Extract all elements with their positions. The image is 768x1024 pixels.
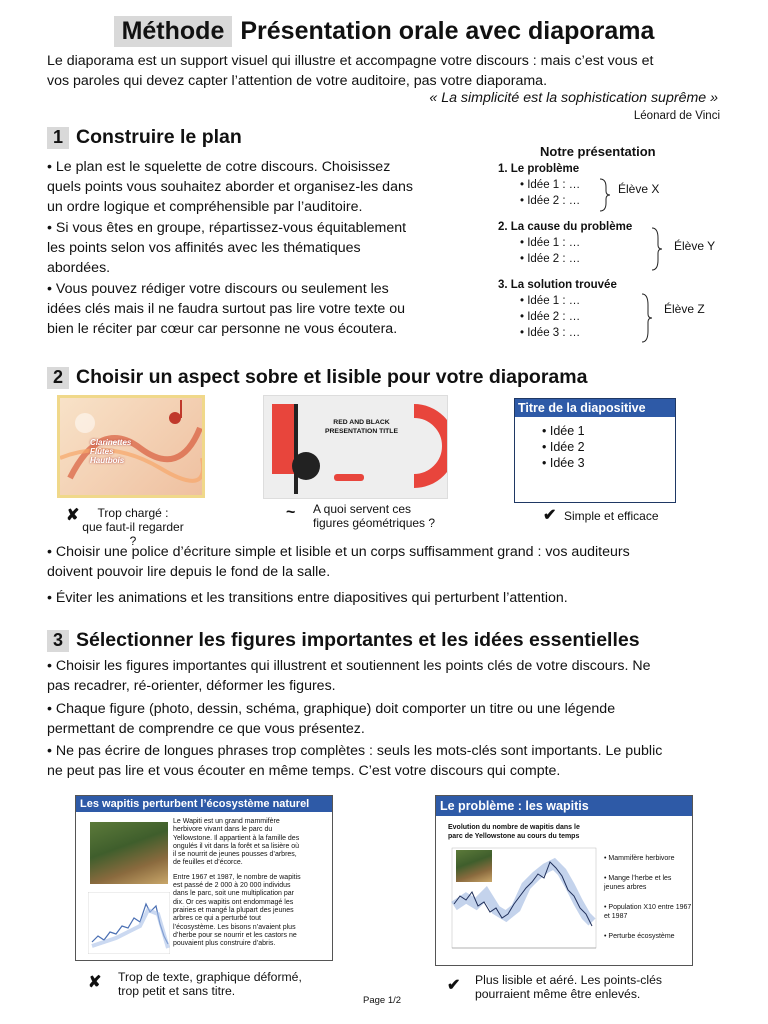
- good-slide-example: [435, 795, 693, 966]
- plan-item: • Idée 1 : …: [520, 295, 581, 307]
- section-1-paragraph-1: • Le plan est le squelette de cotre discours. Choisissez quels points vous souhaitez aborder et organisez-les dans un ordre logique et compréhensible par l’auditoire.: [47, 159, 413, 215]
- squeezed-graph-icon: [88, 892, 170, 954]
- slideB-bullet: • Mange l’herbe et les jeunes arbres: [604, 875, 672, 891]
- section-3-heading: [47, 629, 640, 652]
- check-icon: ✔: [543, 507, 557, 524]
- cross-icon: ✘: [88, 974, 102, 991]
- caption-simple: Simple et efficace: [564, 509, 659, 523]
- plan-student: Élève Z: [664, 302, 705, 316]
- caption-geometric: A quoi servent ces figures géométriques ?: [313, 502, 436, 530]
- plan-item: • Idée 2 : …: [520, 253, 581, 265]
- slideB-bullet: • Perturbe écosystème: [604, 933, 675, 940]
- section-2-paragraph-2: • Éviter les animations et les transitions entre diapositives qui perturbent l’attention.: [47, 590, 568, 606]
- plan-student: Élève X: [618, 182, 660, 196]
- section-number: 1: [47, 127, 69, 149]
- section-title: Sélectionner les figures importantes et les idées essentielles: [76, 629, 640, 651]
- thumb3-title: Titre de la diapositive: [515, 399, 675, 417]
- thumb2-line: PRESENTATION TITLE: [324, 428, 398, 435]
- slideB-title: Le problème : les wapitis: [436, 796, 692, 816]
- plan-item: • Idée 1 : …: [520, 179, 581, 191]
- quote: « La simplicité est la sophistication suprême »: [429, 90, 718, 106]
- geometric-shapes-icon: [264, 396, 448, 499]
- section-1-heading: [47, 126, 242, 149]
- caption-overloaded: Trop chargé : que faut-il regarder ?: [82, 506, 184, 548]
- plan-heading-3: 3. La solution trouvée: [498, 279, 617, 291]
- cross-icon: ✘: [66, 507, 80, 524]
- caption-good-slide: Plus lisible et aéré. Les points-clés pourraient même être enlevés.: [475, 973, 662, 1001]
- section-2-paragraph-1: • Choisir une police d’écriture simple et lisible et un corps suffisamment grand : vos auditeurs doivent pouvoir lire depuis le fond de la salle.: [47, 544, 630, 580]
- caption-bad-slide: Trop de texte, graphique déformé, trop petit et sans titre.: [118, 970, 302, 998]
- section-3-paragraph-1: • Choisir les figures importantes qui illustrent et soutiennent les points clés de votre discours. Ne pas recadrer, ré-orienter, déformer les figures.: [47, 658, 651, 694]
- section-3-paragraph-2: • Chaque figure (photo, dessin, schéma, graphique) doit comporter un titre ou une légende permettant de comprendre ce que vous présentez.: [47, 701, 616, 737]
- section-title: Construire le plan: [76, 126, 242, 148]
- plan-item: • Idée 3 : …: [520, 327, 581, 339]
- page-title: [0, 16, 768, 47]
- plan-item: • Idée 2 : …: [520, 195, 581, 207]
- section-title: Choisir un aspect sobre et lisible pour votre diaporama: [76, 366, 588, 388]
- thumb1-line: Clarinettes: [90, 438, 132, 447]
- intro-line: Le diaporama est un support visuel qui illustre et accompagne votre discours : mais c’est vous et: [47, 53, 654, 69]
- brace-icon: [640, 292, 654, 344]
- plan-heading-2: 2. La cause du problème: [498, 221, 633, 233]
- bad-slide-example: [75, 795, 333, 961]
- elk-photo: [90, 822, 168, 884]
- section-3-paragraph-3: • Ne pas écrire de longues phrases trop complètes : seuls les mots-clés sont importants. Le public ne peut pas lire et vous écouter en même temps. C’est votre discours qui compte.: [47, 743, 663, 779]
- page-number: Page 1/2: [363, 995, 402, 1006]
- thumb1-line: Flûtes: [90, 447, 114, 456]
- tilde-icon: ~: [286, 504, 296, 521]
- check-icon: ✔: [447, 977, 461, 994]
- plan-title: Notre présentation: [540, 144, 656, 159]
- thumb3-item: • Idée 3: [542, 456, 585, 470]
- thumb1-line: Hautbois: [90, 456, 125, 465]
- thumb2-line: RED AND BLACK: [333, 419, 390, 426]
- overloaded-slide-thumbnail: [57, 395, 205, 498]
- plan-item: • Idée 1 : …: [520, 237, 581, 249]
- plan-student: Élève Y: [674, 239, 716, 253]
- geometric-slide-thumbnail: [263, 395, 448, 499]
- plan-heading-1: 1. Le problème: [498, 163, 580, 175]
- thumb3-item: • Idée 2: [542, 440, 585, 454]
- elk-photo: [456, 850, 492, 882]
- method-tag: Méthode: [114, 16, 233, 47]
- plan-example: [498, 144, 738, 344]
- title-text: Présentation orale avec diaporama: [240, 17, 655, 45]
- thumb3-item: • Idée 1: [542, 424, 585, 438]
- section-number: 2: [47, 367, 69, 389]
- simple-slide-thumbnail: [514, 398, 676, 503]
- plan-item: • Idée 2 : …: [520, 311, 581, 323]
- slideB-subtitle: Evolution du nombre de wapitis dans le parc de Yellowstone au cours du temps: [448, 824, 580, 840]
- quote-author: Léonard de Vinci: [633, 110, 720, 122]
- slideA-title: Les wapitis perturbent l’écosystème naturel: [76, 796, 332, 812]
- slideB-bullet: • Population X10 entre 1967 et 1987: [604, 904, 692, 920]
- section-1-paragraph-3: • Vous pouvez rédiger votre discours ou seulement les idées clés mais il ne faudra surtout pas lire votre texte ou bien le réciter par cœur car personne ne vous écoutera.: [47, 281, 406, 337]
- section-1-paragraph-2: • Si vous êtes en groupe, répartissez-vous équitablement les points selon vos affinités avec les thématiques abordées.: [47, 220, 407, 276]
- slideB-bullet: • Mammifère herbivore: [604, 855, 675, 862]
- slideA-text: Le Wapiti est un grand mammifère herbivore vivant dans le parc du Yellowstone. Il appartient à la famille des ongulés il vit dans la forêt et sa lisière où il se nourrit de jeunes pousses d’arbres, de feuilles et d’écorce. Entre 1967 et 1987, le nombre de wapitis est passé de 2 000 à 20 000 individus dans le parc, soit une multiplication par dix. Or ces wapitis ont endommagé les prairies et mangé la plupart des jeunes arbres ce qui a perturbé tout l’écosystème. Les bisons n’avaient plus d’herbe pour se nourrir et les castors ne pouvaient plus construire d’abris.: [173, 818, 301, 948]
- intro-line: vos paroles qui devez capter l’attention de votre auditoire, pas votre diaporama.: [47, 73, 548, 89]
- section-2-heading: [47, 366, 587, 389]
- brace-icon: [598, 177, 612, 213]
- intro-text: [47, 51, 727, 91]
- brace-icon: [650, 226, 664, 272]
- section-number: 3: [47, 630, 69, 652]
